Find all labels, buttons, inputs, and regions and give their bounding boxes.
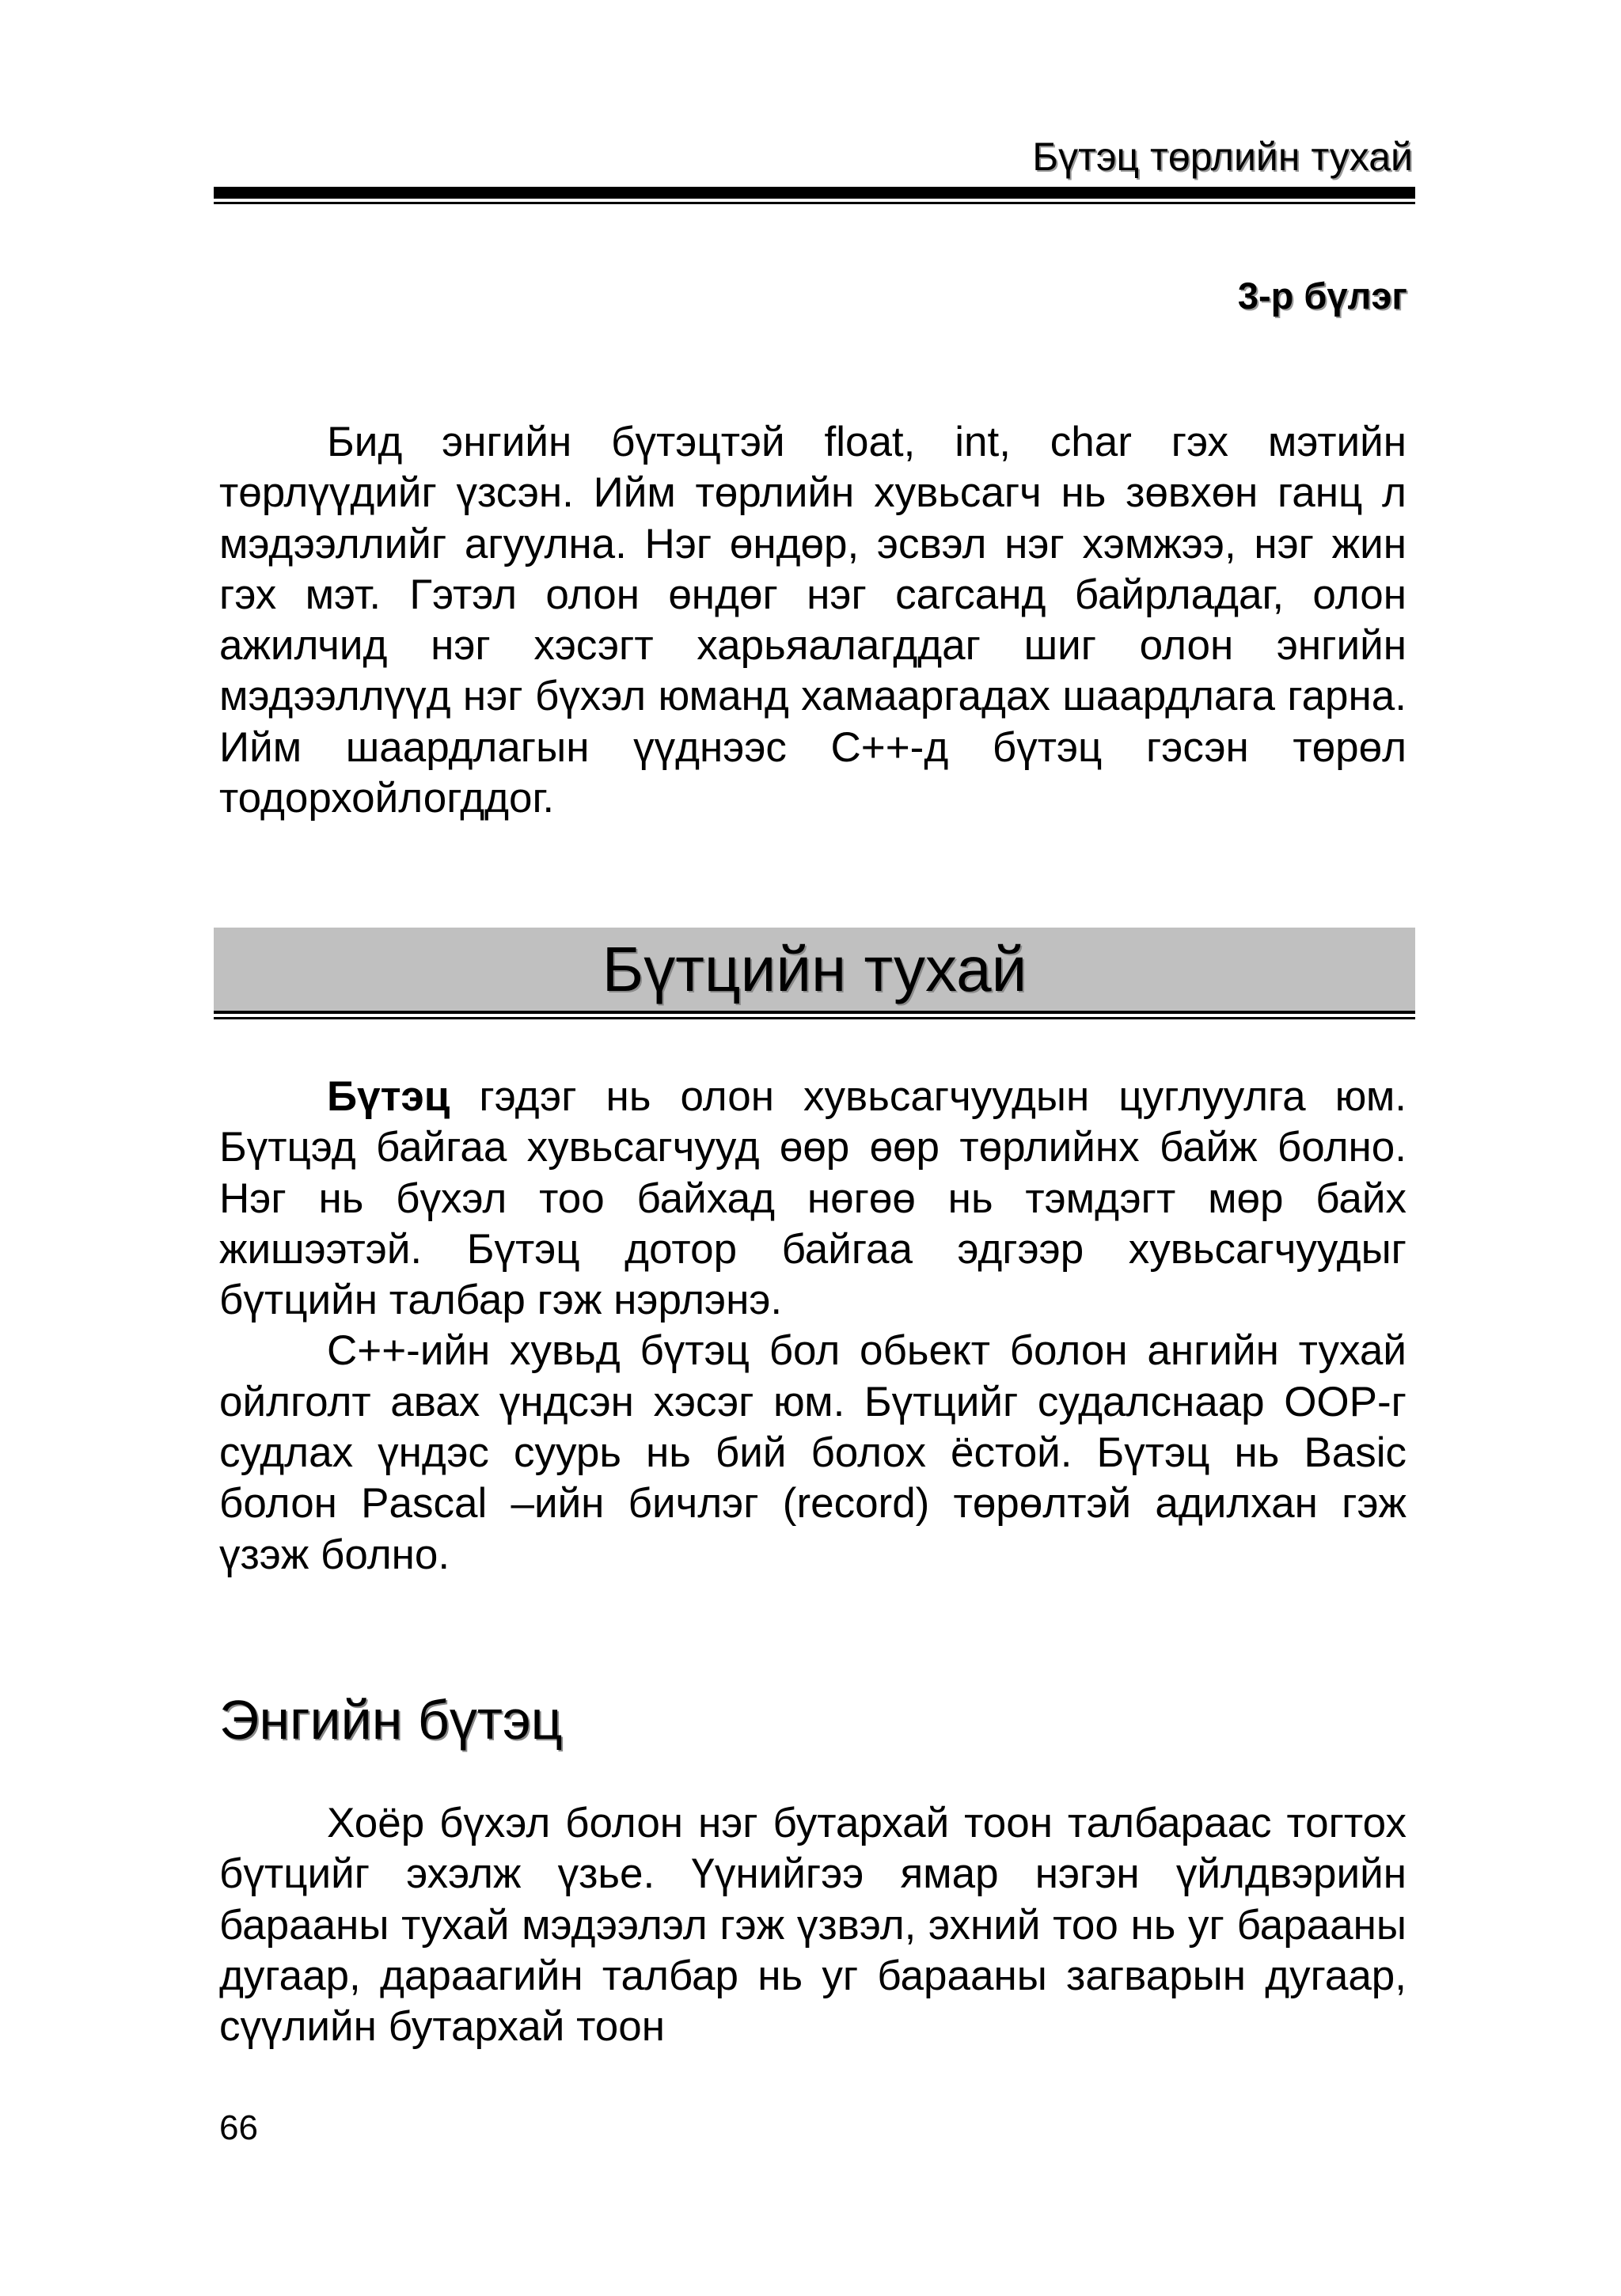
subsection-body xyxy=(219,1798,1407,2052)
subsection-title: Энгийн бүтэц xyxy=(219,1689,563,1751)
section-rule-lower xyxy=(214,1017,1415,1019)
section-paragraph-1 xyxy=(219,1072,1407,1326)
section-paragraph-1-text: гэдэг нь олон хувьсагчуудын цуглуулга юм. Бүтцэд байгаа хувьсагчууд өөр өөр төрлийнх байж болно. Нэг нь бүхэл тоо байхад нөгөө нь тэмдэгт мөр байх жишээтэй. Бүтэц дотор байгаа эдгээр хувьсагчуудыг бүтцийн талбар гэж нэрлэнэ. xyxy=(219,1073,1407,1324)
intro-paragraph: Бид энгийн бүтэцтэй float, int, char гэх мэтийн төрлүүдийг үзсэн. Ийм төрлийн хувьсагч нь зөвхөн ганц л мэдээллийг агуулна. Нэг өндөр, эсвэл нэг хэмжээ, нэг жин гэх мэт. Гэтэл олон өндөг нэг сагсанд байрладаг, олон ажилчид нэг хэсэгт харьяалагддаг шиг олон энгийн мэдээллүүд нэг бүхэл юманд хамааргадах шаардлага гарна. Ийм шаардлагын үүднээс C++-д бүтэц гэсэн төрөл тодорхойлогддог. xyxy=(219,419,1407,822)
section-body xyxy=(219,1072,1407,1581)
intro-paragraph-block xyxy=(219,417,1407,824)
page-number: 66 xyxy=(219,2108,258,2147)
subsection-paragraph: Хоёр бүхэл болон нэг бутархай тоон талбараас тогтох бүтцийг эхэлж үзье. Үүнийгээ ямар нэгэн үйлдвэрийн барааны тухай мэдээлэл гэж үзвэл, эхний тоо нь уг барааны дугаар, дараагийн талбар нь уг барааны загварын дугаар, сүүлийн бутархай тоон xyxy=(219,1800,1407,2051)
term-definition: Бүтэц xyxy=(327,1073,450,1120)
header-rule-thick xyxy=(214,187,1415,199)
running-header: Бүтэц төрлийн тухай xyxy=(1032,135,1413,179)
section-title: Бүтцийн тухай xyxy=(214,928,1415,1011)
section-rule-upper xyxy=(214,1011,1415,1014)
chapter-label: 3-р бүлэг xyxy=(1237,275,1407,317)
section-paragraph-2: C++-ийн хувьд бүтэц бол обьект болон ангийн тухай ойлголт авах үндсэн хэсэг юм. Бүтцийг судалснаар OOP-г судлах үндэс суурь нь бий болох ёстой. Бүтэц нь Basic болон Pascal –ийн бичлэг (record) төрөлтэй адилхан гэж үзэж болно. xyxy=(219,1327,1407,1578)
header-rule-thin xyxy=(214,202,1415,204)
